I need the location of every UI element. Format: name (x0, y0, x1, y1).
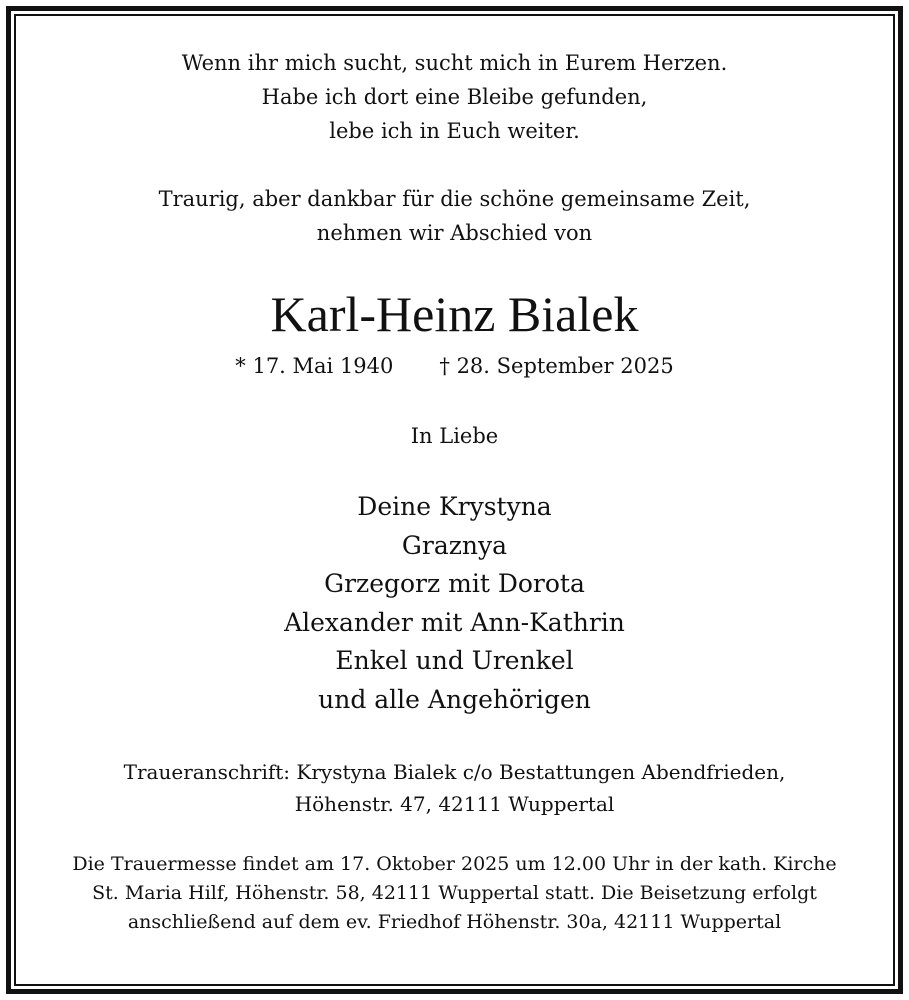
mourner-line: Enkel und Urenkel (335, 646, 574, 676)
address-line: Traueranschrift: Krystyna Bialek c/o Bestattungen Abendfrieden, (123, 760, 786, 784)
mourner-line: und alle Angehörigen (318, 684, 591, 714)
service-line: Die Trauermesse findet am 17. Oktober 2025 um 12.00 Uhr in der kath. Kirche (72, 853, 837, 875)
intro-line: nehmen wir Abschied von (316, 221, 593, 245)
verse-line: Wenn ihr mich sucht, sucht mich in Eurem Herzen. (181, 51, 728, 75)
funeral-service-info (20, 850, 889, 937)
birth-date: * 17. Mai 1940 (235, 354, 394, 378)
mourning-address (20, 756, 889, 820)
mourners-list (20, 488, 889, 720)
service-line: St. Maria Hilf, Höhenstr. 58, 42111 Wuppertal statt. Die Beisetzung erfolgt (92, 882, 817, 904)
death-date: † 28. September 2025 (439, 354, 674, 378)
verse-line: Habe ich dort eine Bleibe gefunden, (261, 85, 648, 109)
deceased-name: Karl-Heinz Bialek (270, 286, 639, 342)
mourner-line: Deine Krystyna (357, 492, 552, 521)
address-line: Höhenstr. 47, 42111 Wuppertal (294, 792, 615, 816)
life-dates (20, 350, 889, 382)
mourner-line: Grzegorz mit Dorota (324, 569, 585, 599)
in-love-line: In Liebe (410, 424, 499, 448)
intro-line: Traurig, aber dankbar für die schöne gemeinsame Zeit, (158, 187, 751, 211)
mourner-line: Alexander mit Ann-Kathrin (284, 607, 625, 637)
farewell-intro (20, 182, 889, 250)
memorial-verse (20, 46, 889, 148)
mourner-line: Graznya (401, 530, 508, 560)
service-line: anschließend auf dem ev. Friedhof Höhenstr. 30a, 42111 Wuppertal (127, 911, 782, 933)
verse-line: lebe ich in Euch weiter. (329, 119, 580, 143)
